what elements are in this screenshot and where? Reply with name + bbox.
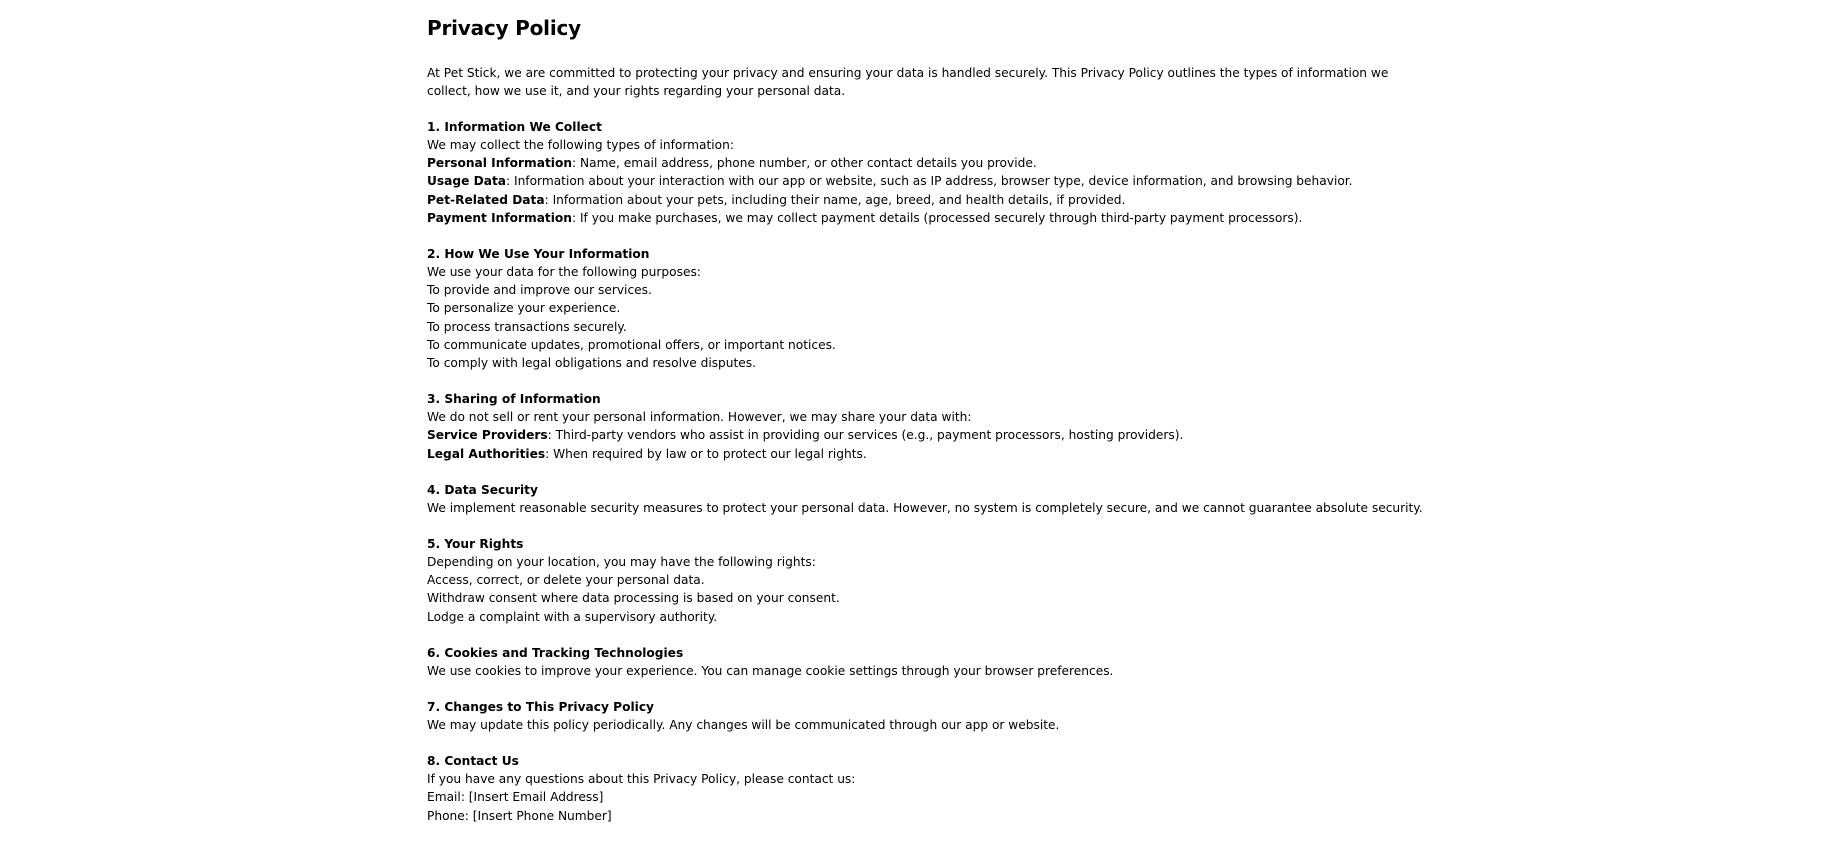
- section-list-item: [427, 299, 1427, 317]
- policy-section: [427, 752, 1427, 825]
- section-lead-text: We implement reasonable security measures to protect your personal data. However, no system is completely secure, and we cannot guarantee absolute security.: [427, 500, 1423, 515]
- section-list-item: [427, 191, 1427, 209]
- policy-section: [427, 118, 1427, 227]
- item-text: : Third-party vendors who assist in providing our services (e.g., payment processors, hosting providers).: [547, 428, 1184, 443]
- section-list-item: [427, 807, 1427, 825]
- section-heading: 6. Cookies and Tracking Technologies: [427, 645, 684, 660]
- page-title: Privacy Policy: [427, 16, 581, 40]
- section-heading: 4. Data Security: [427, 482, 538, 497]
- item-text: : Name, email address, phone number, or other contact details you provide.: [572, 156, 1037, 171]
- policy-content: [427, 14, 1427, 843]
- section-list-item: [427, 209, 1427, 227]
- item-text: : Information about your interaction with our app or website, such as IP address, browser type, device information, and browsing behavior.: [506, 174, 1353, 189]
- item-term: Personal Information: [427, 156, 573, 171]
- policy-section: [427, 390, 1427, 463]
- item-text: : If you make purchases, we may collect payment details (processed securely through third-party payment processors).: [571, 210, 1303, 225]
- section-list-item: [427, 571, 1427, 589]
- item-text: : Information about your pets, including their name, age, breed, and health details, if provided.: [544, 192, 1126, 207]
- section-heading: 1. Information We Collect: [427, 120, 602, 134]
- section-list-item: [427, 426, 1427, 444]
- section-lead-text: We use cookies to improve your experience. You can manage cookie settings through your browser preferences.: [427, 663, 1114, 678]
- item-text: : When required by law or to protect our legal rights.: [545, 446, 867, 461]
- item-text: To process transactions securely.: [427, 319, 627, 334]
- section-lead-text: We may update this policy periodically. Any changes will be communicated through our app or website.: [427, 718, 1060, 733]
- policy-section: [427, 535, 1427, 626]
- section-list-item: [427, 318, 1427, 336]
- section-list-item: [427, 445, 1427, 463]
- section-list-item: [427, 788, 1427, 806]
- item-text: Phone: [Insert Phone Number]: [427, 808, 612, 823]
- item-term: Pet-Related Data: [427, 192, 545, 207]
- section-list-item: [427, 336, 1427, 354]
- section-heading: 5. Your Rights: [427, 537, 524, 552]
- item-term: Usage Data: [427, 174, 506, 189]
- policy-section: [427, 644, 1427, 680]
- item-text: To comply with legal obligations and resolve disputes.: [427, 356, 757, 371]
- item-term: Service Providers: [427, 428, 548, 443]
- section-list-item: [427, 354, 1427, 372]
- policy-section: [427, 698, 1427, 734]
- section-list-item: [427, 589, 1427, 607]
- item-text: Email: [Insert Email Address]: [427, 790, 604, 805]
- section-heading: 3. Sharing of Information: [427, 392, 601, 407]
- section-heading: 7. Changes to This Privacy Policy: [427, 700, 654, 715]
- item-text: Withdraw consent where data processing is based on your consent.: [427, 591, 840, 606]
- section-lead-text: We do not sell or rent your personal information. However, we may share your data with:: [427, 410, 972, 425]
- section-list-item: [427, 608, 1427, 626]
- item-text: Access, correct, or delete your personal data.: [427, 573, 705, 588]
- policy-section: [427, 481, 1427, 517]
- item-text: Lodge a complaint with a supervisory authority.: [427, 609, 718, 624]
- item-text: To communicate updates, promotional offers, or important notices.: [427, 337, 836, 352]
- section-list-item: [427, 281, 1427, 299]
- section-heading: 2. How We Use Your Information: [427, 247, 650, 262]
- item-term: Legal Authorities: [427, 446, 546, 461]
- item-text: To provide and improve our services.: [427, 283, 652, 298]
- policy-section: [427, 245, 1427, 372]
- intro-paragraph: At Pet Stick, we are committed to protecting your privacy and ensuring your data is handled securely. This Privacy Policy outlines the types of information we collect, how we use it, and your rights regarding your personal data.: [427, 66, 1389, 98]
- item-text: To personalize your experience.: [427, 301, 621, 316]
- section-lead-text: We use your data for the following purposes:: [427, 265, 701, 280]
- section-lead-text: If you have any questions about this Privacy Policy, please contact us:: [427, 772, 856, 787]
- item-term: Payment Information: [427, 210, 572, 225]
- section-list-item: [427, 172, 1427, 190]
- section-list-item: [427, 154, 1427, 172]
- section-lead-text: Depending on your location, you may have the following rights:: [427, 555, 816, 570]
- section-lead-text: We may collect the following types of information:: [427, 138, 734, 152]
- section-heading: 8. Contact Us: [427, 754, 519, 769]
- policy-sections: [427, 118, 1427, 825]
